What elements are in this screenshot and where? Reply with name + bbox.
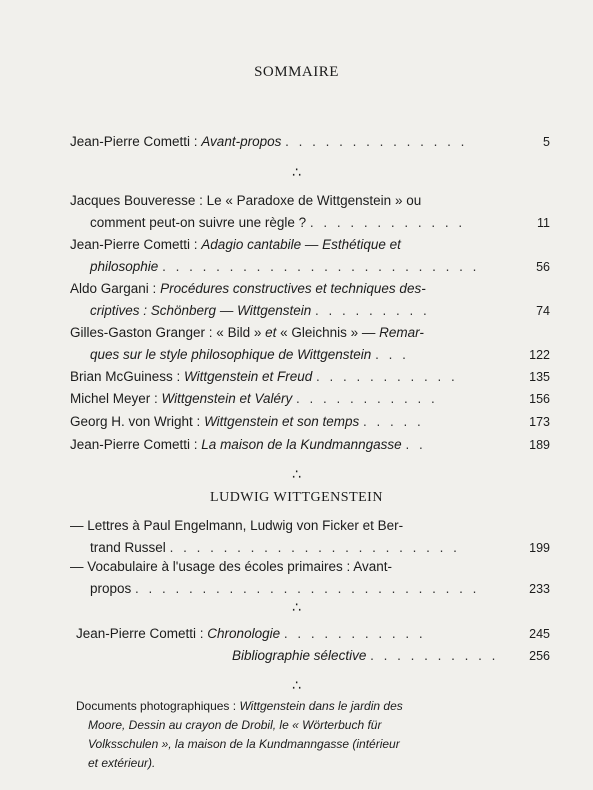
page-number: 11	[537, 216, 550, 230]
entry-text: « Gleichnis » —	[276, 325, 380, 340]
dot-leader: . .	[405, 437, 426, 452]
entry-author: Brian McGuiness :	[70, 369, 185, 384]
page-number: 56	[536, 260, 550, 274]
entry-text: comment peut-on suivre une règle ?	[90, 215, 307, 230]
entry-text: et	[265, 325, 277, 340]
entry-author: Aldo Gargani :	[70, 281, 161, 296]
dot-leader: . . . . . . . . . . . . . .	[285, 134, 468, 149]
toc-entry	[70, 434, 548, 456]
page-number: 189	[529, 438, 550, 452]
entry-title: Adagio cantabile — Esthétique et	[201, 237, 401, 252]
section-title: LUDWIG WITTGENSTEIN	[210, 490, 383, 505]
toc-entry	[76, 623, 548, 667]
entry-title: Bibliographie sélective	[232, 648, 367, 663]
page-number: 122	[529, 348, 550, 362]
entry-title: criptives :	[90, 303, 151, 318]
toc-entry	[70, 131, 548, 153]
dot-leader: . . .	[375, 347, 409, 362]
dot-leader: . . . . . . . . . . . .	[309, 215, 466, 230]
dot-leader: . . . . .	[363, 414, 424, 429]
toc-entry	[70, 190, 548, 234]
page-title: SOMMAIRE	[254, 64, 339, 80]
entry-text: — Lettres à Paul Engelmann, Ludwig von Ficker et Ber-	[70, 518, 404, 533]
entry-title: ques sur le style philosophique de Wittgenstein	[90, 347, 372, 362]
entry-text: trand Russel	[90, 540, 166, 555]
dot-leader: . . . . . . . . . . .	[296, 391, 438, 406]
entry-text: propos	[90, 581, 132, 596]
entry-title: Schönberg — Wittgenstein	[150, 303, 312, 318]
page-number: 233	[529, 582, 550, 596]
page-number: 199	[529, 541, 550, 555]
entry-author: Jean-Pierre Cometti :	[70, 134, 202, 149]
entry-author: Georg H. von Wright :	[70, 414, 205, 429]
toc-entry	[70, 278, 548, 322]
toc-entry	[70, 366, 548, 388]
note-text: Wittgenstein dans le jardin des	[239, 699, 403, 713]
documents-note	[76, 697, 546, 773]
separator-dots: ∴	[292, 677, 301, 693]
entry-author: Jean-Pierre Cometti :	[76, 626, 208, 641]
note-text: Documents photographiques :	[76, 699, 240, 713]
dot-leader: . . . . . . . . . . .	[316, 369, 458, 384]
entry-title: philosophie	[90, 259, 159, 274]
separator-dots: ∴	[292, 599, 301, 615]
dot-leader: . . . . . . . . . . .	[283, 626, 426, 641]
note-text: et extérieur).	[88, 756, 156, 770]
dot-leader: . . . . . . . . .	[315, 303, 430, 318]
separator-dots: ∴	[292, 164, 301, 180]
entry-text: — Vocabulaire à l'usage des écoles primaires : Avant-	[70, 559, 393, 574]
page-number: 173	[529, 415, 550, 429]
toc-entry	[70, 556, 548, 600]
entry-title: Avant-propos	[201, 134, 282, 149]
note-text: Moore, Dessin au crayon de Drobil, le « Wörterbuch für	[88, 718, 382, 732]
dot-leader: . . . . . . . . . . . . . . . . . . . . . . . .	[162, 259, 480, 274]
separator-dots: ∴	[292, 466, 301, 482]
page-number: 245	[529, 627, 550, 641]
entry-title: Chronologie	[207, 626, 281, 641]
page-number: 74	[536, 304, 550, 318]
toc-entry	[70, 515, 548, 559]
dot-leader: . . . . . . . . . . . . . . . . . . . . . .	[169, 540, 460, 555]
entry-title: Procédures constructives et techniques des-	[160, 281, 426, 296]
toc-entry	[70, 234, 548, 278]
entry-title: Wittgenstein et son temps	[204, 414, 360, 429]
entry-title: Wittgenstein et Valéry	[161, 391, 293, 406]
page-number: 5	[543, 135, 550, 149]
entry-text: Jacques Bouveresse : Le « Paradoxe de Wittgenstein » ou	[70, 193, 422, 208]
entry-author: Michel Meyer :	[70, 391, 162, 406]
entry-title: La maison de la Kundmanngasse	[201, 437, 402, 452]
toc-entry	[70, 388, 548, 410]
dot-leader: . . . . . . . . . .	[370, 648, 499, 663]
page-number: 135	[529, 370, 550, 384]
toc-entry	[70, 322, 548, 366]
entry-author: Jean-Pierre Cometti :	[70, 437, 202, 452]
note-text: Volksschulen », la maison de la Kundmanngasse (intérieur	[88, 737, 400, 751]
entry-title: Remar-	[379, 325, 424, 340]
toc-entry	[70, 411, 548, 433]
entry-title: Wittgenstein et Freud	[184, 369, 313, 384]
entry-author: Gilles-Gaston Granger : « Bild »	[70, 325, 266, 340]
dot-leader: . . . . . . . . . . . . . . . . . . . . . . . . . .	[135, 581, 480, 596]
page-number: 256	[529, 649, 550, 663]
page-number: 156	[529, 392, 550, 406]
entry-author: Jean-Pierre Cometti :	[70, 237, 202, 252]
